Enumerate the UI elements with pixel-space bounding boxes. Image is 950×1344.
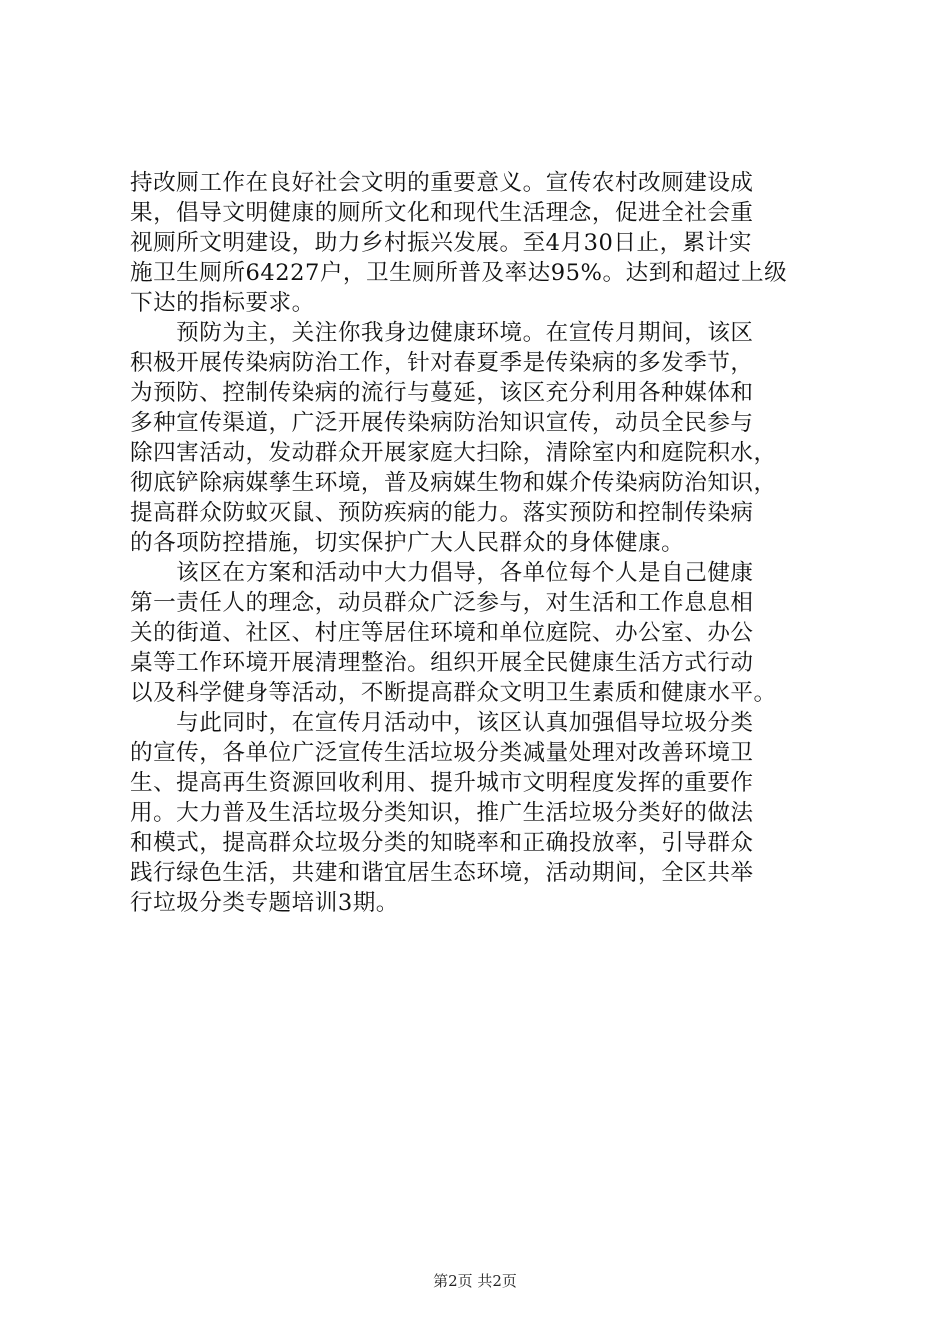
paragraph-health-responsibility: 该区在方案和活动中大力倡导，各单位每个人是自己健康 第一责任人的理念，动员群众广泛参与，对生活和工作息息相 关的街道、社区、村庄等居住环境和单位庭院、办公室、办公 桌等工作环境开展清理整治。组织开展全民健康生活方式行动 以及科学健身等活动，不断提高群众文明卫生素质和健康水平。 xyxy=(130,560,777,706)
page-number-footer: 第2页 共2页 xyxy=(433,1272,517,1290)
paragraph-waste-sorting: 与此同时，在宣传月活动中，该区认真加强倡导垃圾分类 的宣传，各单位广泛宣传生活垃圾分类减量处理对改善环境卫 生、提高再生资源回收利用、提升城市文明程度发挥的重要作 用。大力普及生活垃圾分类知识，推广生活垃圾分类好的做法 和模式，提高群众垃圾分类的知晓率和正确投放率，引导群众 践行绿色生活，共建和谐宜居生态环境，活动期间，全区共举 行垃圾分类专题培训3期。 xyxy=(130,710,754,916)
body-text xyxy=(130,168,830,918)
paragraph-disease-prevention: 预防为主，关注你我身边健康环境。在宣传月期间，该区 积极开展传染病防治工作，针对春夏季是传染病的多发季节， 为预防、控制传染病的流行与蔓延，该区充分利用各种媒体和 多种宣传渠道，广泛开展传染病防治知识宣传，动员全民参与 除四害活动，发动群众开展家庭大扫除，清除室内和庭院积水， 彻底铲除病媒孳生环境，普及病媒生物和媒介传染病防治知识， 提高群众防蚊灭鼠、预防疾病的能力。落实预防和控制传染病 的各项防控措施，切实保护广大人民群众的身体健康。 xyxy=(130,320,777,556)
paragraph-sanitation: 持改厕工作在良好社会文明的重要意义。宣传农村改厕建设成 果，倡导文明健康的厕所文化和现代生活理念，促进全社会重 视厕所文明建设，助力乡村振兴发展。至4月30日止，累计实 施卫生厕所64227户，卫生厕所普及率达95%。达到和超过上级 下达的指标要求。 xyxy=(130,170,788,316)
